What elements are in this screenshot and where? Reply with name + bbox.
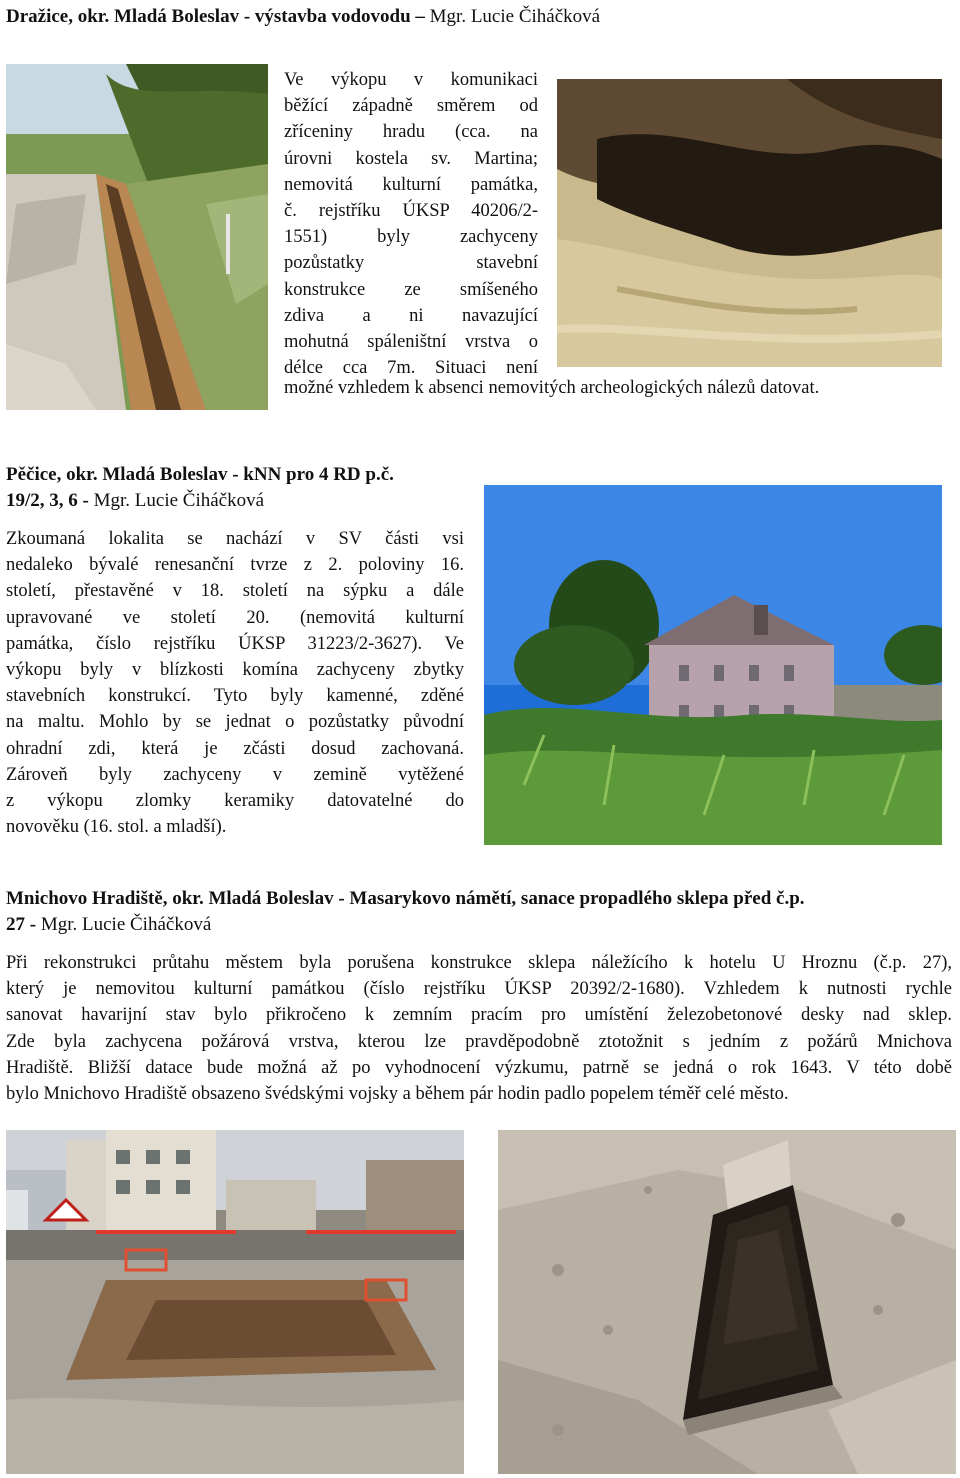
section2-heading-line1: Pěčice, okr. Mladá Boleslav - kNN pro 4 RD p.č. (6, 464, 394, 485)
section1-line-1: Ve výkopu v komunikaci (284, 70, 538, 90)
section2-line-2: nedaleko bývalé renesanční tvrze z 2. poloviny 16. (6, 555, 464, 576)
section1-line-12: délce cca 7m. Situaci není (284, 358, 538, 379)
section2-line-1: Zkoumaná lokalita se nachází v SV části vsi (6, 529, 464, 549)
section1-line-6: č. rejstříku ÚKSP 40206/2- (284, 201, 538, 222)
section1-line-7: 1551) byly zachyceny (284, 227, 538, 248)
section1-line-11: mohutná spáleništní vrstva o (284, 332, 538, 353)
section3-heading-line2 (6, 912, 211, 938)
photo-cellar-opening (498, 1130, 956, 1474)
photo-granary-building (484, 485, 942, 845)
photo-trench-road (6, 64, 268, 410)
section2-line-12: novověku (16. stol. a mladší). (6, 817, 227, 838)
section1-line-10: zdiva a ni navazující (284, 305, 538, 326)
section3-line-5: Hradiště. Bližší datace bude možná až po vyhodnocení výzkumu, patrně se jedná o rok 1643. V této době (6, 1057, 952, 1078)
section3-line-4: Zde byla zachycena požárová vrstva, kterou lze pravděpodobně ztotožnit s jedním z požárů Mnichova (6, 1031, 952, 1052)
section2-line-7: stavebních konstrukcí. Tyto byly kamenné, zděné (6, 686, 464, 707)
section1-line-4: úrovni kostela sv. Martina; (284, 148, 538, 169)
section3-line-6: bylo Mnichovo Hradiště obsazeno švédskými vojsky a během pár hodin padlo popelem téměř celé město. (6, 1084, 789, 1105)
section1-line-9: konstrukce ze smíšeného (284, 279, 538, 300)
section2-line-10: Zároveň byly zachyceny v zemině vytěžené (6, 764, 464, 785)
section2-text (6, 526, 464, 840)
section1-line-5: nemovitá kulturní památka, (284, 174, 538, 195)
section2-heading-line2 (6, 488, 264, 514)
section2-line-5: památka, číslo rejstříku ÚKSP 31223/2-3627). Ve (6, 633, 464, 654)
section3-line-2: který je nemovitou kulturní památkou (číslo rejstříku ÚKSP 20392/2-1680). Vzhledem k nutnosti rychle (6, 979, 952, 1000)
photo-town-square (6, 1130, 464, 1474)
section3-heading-line1: Mnichovo Hradiště, okr. Mladá Boleslav - Masarykovo námětí, sanace propadlého sklepa před č.p. (6, 888, 805, 909)
section2-line-9: ohradní zdi, která je zčásti dosud zachovaná. (6, 738, 464, 759)
section1-last-line: možné vzhledem k absenci nemovitých archeologických nálezů datovat. (284, 378, 820, 398)
section1-heading-title: Dražice, okr. Mladá Boleslav - výstavba vodovodu – (6, 6, 430, 27)
section3-line-1: Při rekonstrukci průtahu městem byla porušena konstrukce sklepa náležícího k hotelu U Hroznu (č.p. 27), (6, 953, 952, 973)
section3-heading-author: Mgr. Lucie Čiháčková (40, 914, 212, 935)
section1-heading-author: Mgr. Lucie Čiháčková (429, 6, 601, 27)
section2-heading-code: 19/2, 3, 6 - (6, 490, 94, 511)
section1-heading (6, 4, 600, 30)
section2-line-6: výkopu byly v blízkosti komína zachyceny zbytky (6, 660, 464, 681)
section1-text (284, 67, 538, 381)
section2-line-3: století, přestavěné v 18. století na sýpku a dále (6, 581, 464, 602)
section2-line-8: na maltu. Mohlo by se jednat o pozůstatky původní (6, 712, 464, 733)
photo-burnt-layer (557, 79, 942, 367)
section1-line-3: zříceniny hradu (cca. na (284, 122, 538, 143)
section3-line-3: sanovat havarijní stav bylo přikročeno k zemním pracím pro umístění železobetonové desky nad sklep. (6, 1005, 952, 1026)
section2-line-11: z výkopu zlomky keramiky datovatelné do (6, 791, 464, 812)
section3-text (6, 950, 952, 1107)
section1-line-8: pozůstatky stavební (284, 253, 538, 274)
section1-line-2: běžící západně směrem od (284, 96, 538, 117)
section2-line-4: upravované ve století 20. (nemovitá kulturní (6, 607, 464, 628)
section3-heading-code: 27 - (6, 914, 41, 935)
section2-heading-author: Mgr. Lucie Čiháčková (93, 490, 265, 511)
